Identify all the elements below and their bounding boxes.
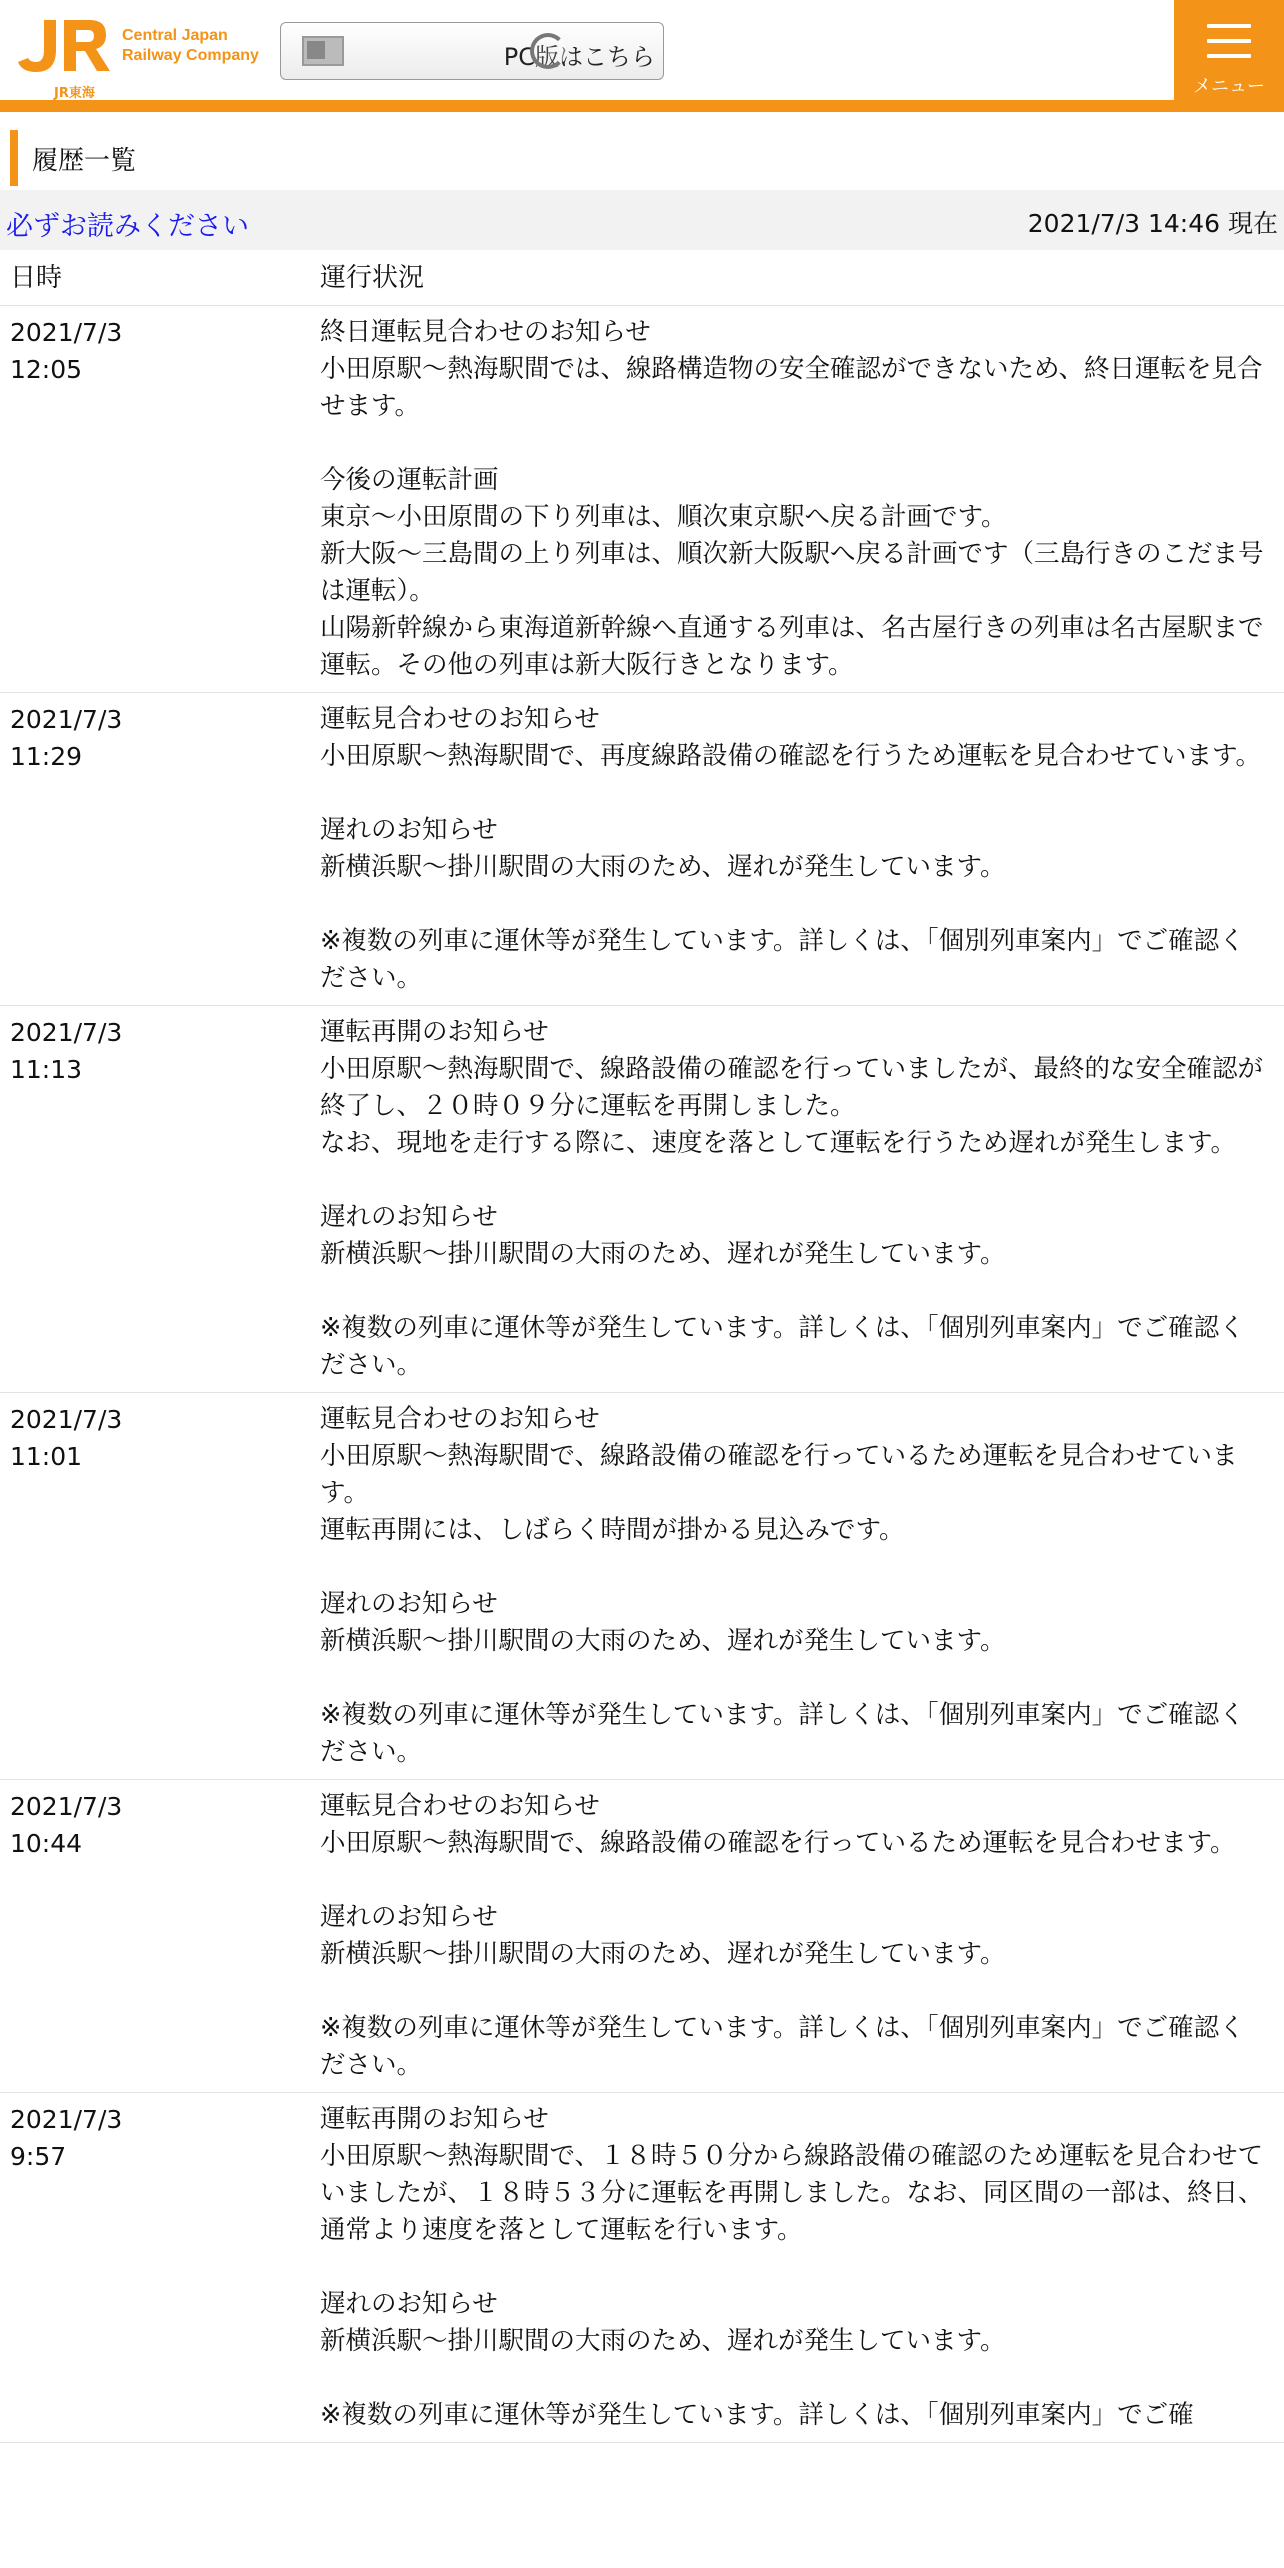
row-time: 12:05 (10, 355, 83, 384)
table-row (0, 1006, 1284, 1393)
logo-subtext: JR東海 (54, 86, 95, 101)
row-status (320, 1780, 1274, 2092)
status-line: 運転見合わせのお知らせ (320, 1404, 600, 1434)
row-datetime (0, 1393, 320, 1779)
site-header (0, 0, 1284, 112)
status-line: 終日運転見合わせのお知らせ (320, 317, 651, 347)
page-title: 履歴一覧 (32, 146, 137, 176)
status-line: 運転再開には、しばらく時間が掛かる見込みです。 (320, 1515, 905, 1545)
updated-timestamp: 2021/7/3 14:46 現在 (1027, 209, 1278, 238)
row-status (320, 1393, 1274, 1779)
status-line: 運転再開のお知らせ (320, 1017, 549, 1047)
row-datetime (0, 2093, 320, 2442)
status-line: 遅れのお知らせ (320, 2289, 498, 2319)
pc-monitor-icon (301, 35, 347, 69)
status-line: 運転再開のお知らせ (320, 2104, 549, 2134)
status-line: 新横浜駅～掛川駅間の大雨のため、遅れが発生しています。 (320, 2326, 1006, 2356)
menu-button[interactable] (1174, 0, 1284, 100)
status-line: ※複数の列車に運休等が発生しています。詳しくは、「個別列車案内」でご確認ください。 (320, 2013, 1245, 2080)
status-line (320, 775, 1264, 812)
row-date: 2021/7/3 (10, 2105, 123, 2134)
table-row (0, 693, 1284, 1006)
status-line (320, 1660, 1264, 1697)
row-status (320, 1006, 1274, 1392)
status-line: 遅れのお知らせ (320, 1589, 498, 1619)
must-read-link[interactable]: 必ずお読みください (6, 211, 249, 242)
row-date: 2021/7/3 (10, 705, 123, 734)
table-row (0, 1780, 1284, 2093)
hamburger-icon (1207, 24, 1251, 69)
column-header-status: 運行状況 (320, 263, 425, 293)
notice-bar (0, 190, 1284, 250)
loading-spinner-icon (530, 33, 566, 69)
status-line (320, 1273, 1264, 1310)
status-line: 運転見合わせのお知らせ (320, 704, 600, 734)
status-line: 新大阪～三島間の上り列車は、順次新大阪駅へ戻る計画です（三島行きのこだま号は運転）。 (320, 539, 1264, 606)
column-header-date: 日時 (10, 263, 63, 293)
status-line: 新横浜駅～掛川駅間の大雨のため、遅れが発生しています。 (320, 1939, 1006, 1969)
status-line: ※複数の列車に運休等が発生しています。詳しくは、「個別列車案内」でご確認ください。 (320, 926, 1245, 993)
row-datetime (0, 693, 320, 1005)
status-line: 遅れのお知らせ (320, 815, 498, 845)
status-line: 運転見合わせのお知らせ (320, 1791, 600, 1821)
status-line: 今後の運転計画 (320, 465, 499, 495)
pc-version-label: PC版はこちら (503, 43, 655, 71)
row-datetime (0, 1006, 320, 1392)
row-time: 11:13 (10, 1055, 83, 1084)
status-line: 小田原駅～熱海駅間で、線路設備の確認を行っているため運転を見合わせます。 (320, 1828, 1236, 1858)
status-line: 小田原駅～熱海駅間で、１８時５０分から線路設備の確認のため運転を見合わせていましたが、１８時５３分に運転を再開しました。なお、同区間の一部は、終日、通常より速度を落として運転を行います。 (320, 2141, 1264, 2245)
row-datetime (0, 1780, 320, 2092)
brand-line-2: Railway Company (122, 47, 259, 64)
title-accent-bar (10, 130, 18, 186)
status-line: 東京～小田原間の下り列車は、順次東京駅へ戻る計画です。 (320, 502, 1007, 532)
table-row (0, 306, 1284, 693)
status-line (320, 1549, 1264, 1586)
brand-line-1: Central Japan (122, 27, 228, 44)
row-datetime (0, 306, 320, 692)
page-title-section (0, 118, 1284, 184)
status-line: 新横浜駅～掛川駅間の大雨のため、遅れが発生しています。 (320, 852, 1006, 882)
status-line: 小田原駅～熱海駅間で、線路設備の確認を行っていましたが、最終的な安全確認が終了し、２０時０９分に運転を再開しました。 (320, 1054, 1263, 1121)
status-line: 小田原駅～熱海駅間で、再度線路設備の確認を行うため運転を見合わせています。 (320, 741, 1261, 771)
jr-central-logo[interactable] (16, 18, 116, 101)
status-line: ※複数の列車に運休等が発生しています。詳しくは、「個別列車案内」でご確認ください。 (320, 1700, 1245, 1767)
pc-version-button[interactable] (280, 22, 664, 80)
table-row (0, 1393, 1284, 1780)
row-time: 11:01 (10, 1442, 83, 1471)
brand-name (122, 26, 259, 66)
table-body (0, 306, 1284, 2443)
status-line: 遅れのお知らせ (320, 1202, 498, 1232)
menu-label: メニュー (1193, 76, 1265, 97)
status-line (320, 2249, 1264, 2286)
table-header-row (0, 252, 1284, 306)
status-line: 新横浜駅～掛川駅間の大雨のため、遅れが発生しています。 (320, 1626, 1006, 1656)
row-time: 11:29 (10, 742, 83, 771)
jr-logo-icon (16, 18, 116, 84)
status-line (320, 886, 1264, 923)
table-row (0, 2093, 1284, 2443)
status-line: 小田原駅～熱海駅間では、線路構造物の安全確認ができないため、終日運転を見合せます。 (320, 354, 1263, 421)
row-status (320, 693, 1274, 1005)
row-date: 2021/7/3 (10, 1792, 123, 1821)
row-status (320, 2093, 1274, 2442)
history-table (0, 252, 1284, 2443)
status-line: 遅れのお知らせ (320, 1902, 498, 1932)
status-line: 小田原駅～熱海駅間で、線路設備の確認を行っているため運転を見合わせています。 (320, 1441, 1238, 1508)
row-time: 9:57 (10, 2142, 67, 2171)
status-line (320, 425, 1264, 462)
row-date: 2021/7/3 (10, 318, 123, 347)
status-line (320, 1862, 1264, 1899)
status-line: 山陽新幹線から東海道新幹線へ直通する列車は、名古屋行きの列車は名古屋駅まで運転。その他の列車は新大阪行きとなります。 (320, 613, 1264, 680)
row-date: 2021/7/3 (10, 1405, 123, 1434)
status-line: なお、現地を走行する際に、速度を落として運転を行うため遅れが発生します。 (320, 1128, 1236, 1158)
status-line: ※複数の列車に運休等が発生しています。詳しくは、「個別列車案内」でご確 (320, 2400, 1194, 2430)
status-line (320, 2360, 1264, 2397)
row-date: 2021/7/3 (10, 1018, 123, 1047)
status-line: ※複数の列車に運休等が発生しています。詳しくは、「個別列車案内」でご確認ください。 (320, 1313, 1245, 1380)
row-status (320, 306, 1274, 692)
status-line (320, 1162, 1264, 1199)
status-line (320, 1973, 1264, 2010)
row-time: 10:44 (10, 1829, 83, 1858)
status-line: 新横浜駅～掛川駅間の大雨のため、遅れが発生しています。 (320, 1239, 1006, 1269)
